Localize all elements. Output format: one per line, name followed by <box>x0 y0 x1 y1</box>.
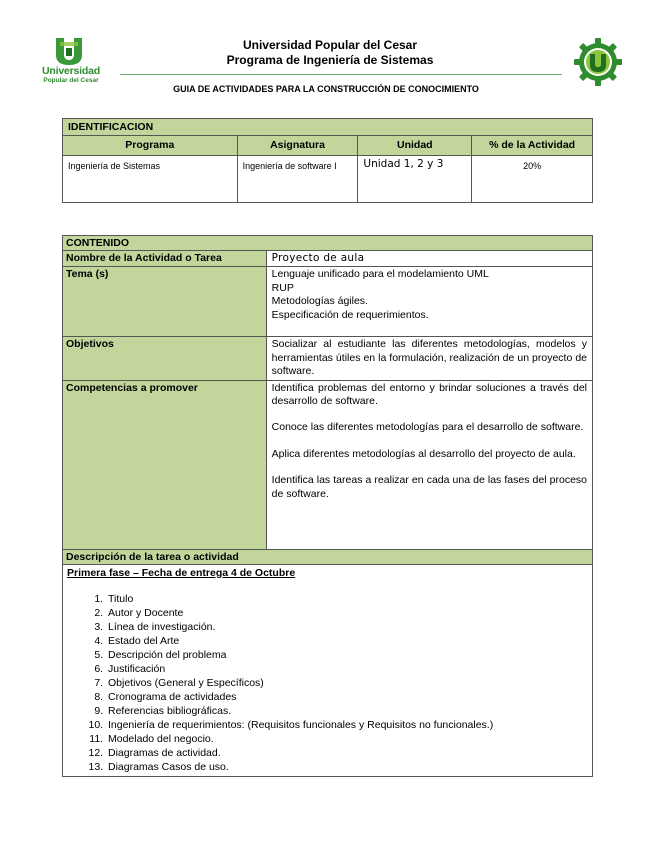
competency-item: Aplica diferentes metodologías al desarrollo del proyecto de aula. <box>271 447 576 460</box>
activity-name-value: Proyecto de aula <box>266 251 592 267</box>
competency-item: Identifica problemas del entorno y brindar soluciones a través del desarrollo de software. <box>271 381 587 408</box>
objectives-value: Socializar al estudiante las diferentes metodologías, modelos y herramientas útiles en la formulación, realización de un proyecto de software. <box>266 337 592 380</box>
programa-value: Ingeniería de Sistemas <box>63 156 238 203</box>
list-item: 12. Diagramas de actividad. <box>106 746 588 760</box>
list-item: 2. Autor y Docente <box>106 606 588 620</box>
column-header: Programa <box>63 136 238 156</box>
competencies-list <box>266 380 592 549</box>
phase-title: Primera fase – Fecha de entrega 4 de Octubre <box>67 566 296 579</box>
identification-table <box>62 118 593 203</box>
asignatura-value: Ingeniería de software I <box>237 156 358 203</box>
topics-label: Tema (s) <box>63 267 267 337</box>
header-divider <box>120 74 562 75</box>
topics-list <box>266 267 592 337</box>
identification-title: IDENTIFICACION <box>63 119 593 136</box>
list-item: 4. Estado del Arte <box>106 634 588 648</box>
program-name: Programa de Ingeniería de Sistemas <box>226 53 434 67</box>
list-item: 10. Ingeniería de requerimientos: (Requisitos funcionales y Requisitos no funcionales.) <box>106 718 588 732</box>
column-header: Unidad <box>358 136 472 156</box>
engineering-seal-icon <box>574 38 622 86</box>
activity-name-label: Nombre de la Actividad o Tarea <box>63 251 267 267</box>
topic-item: Lenguaje unificado para el modelamiento UML <box>271 268 489 281</box>
content-title: CONTENIDO <box>63 236 593 251</box>
topic-item: Metodologías ágiles. <box>271 295 368 308</box>
list-item: 6. Justificación <box>106 662 588 676</box>
list-item: 5. Descripción del problema <box>106 648 588 662</box>
guide-title: GUIA DE ACTIVIDADES PARA LA CONSTRUCCIÓN DE CONOCIMIENTO <box>173 84 479 94</box>
column-header: Asignatura <box>237 136 358 156</box>
logo-subtext: Popular del Cesar <box>43 77 99 84</box>
deliverables-list <box>67 592 588 774</box>
objectives-label: Objetivos <box>63 337 267 380</box>
competency-item: Identifica las tareas a realizar en cada una de las fases del proceso de software. <box>271 474 587 500</box>
description-label: Descripción de la tarea o actividad <box>63 549 593 564</box>
content-table <box>62 235 593 777</box>
university-name: Universidad Popular del Cesar <box>242 38 418 52</box>
topic-item: RUP <box>271 281 294 294</box>
competency-item: Conoce las diferentes metodologías para el desarrollo de software. <box>271 421 584 434</box>
list-item: 11. Modelado del negocio. <box>106 732 588 746</box>
list-item: 3. Línea de investigación. <box>106 620 588 634</box>
list-item: 8. Cronograma de actividades <box>106 690 588 704</box>
competencies-label: Competencias a promover <box>63 380 267 549</box>
topic-item: Especificación de requerimientos. <box>271 308 429 321</box>
unidad-value: Unidad 1, 2 y 3 <box>358 156 472 203</box>
list-item: 13. Diagramas Casos de uso. <box>106 760 588 774</box>
upc-mark-icon <box>52 36 86 66</box>
description-body <box>63 564 593 776</box>
list-item: 7. Objetivos (General y Específicos) <box>106 676 588 690</box>
list-item: 9. Referencias bibliográficas. <box>106 704 588 718</box>
percentage-value: 20% <box>472 156 593 203</box>
logo-text: Universidad <box>42 65 100 77</box>
university-logo <box>38 36 104 86</box>
column-header: % de la Actividad <box>472 136 593 156</box>
list-item: 1. Titulo <box>106 592 588 606</box>
